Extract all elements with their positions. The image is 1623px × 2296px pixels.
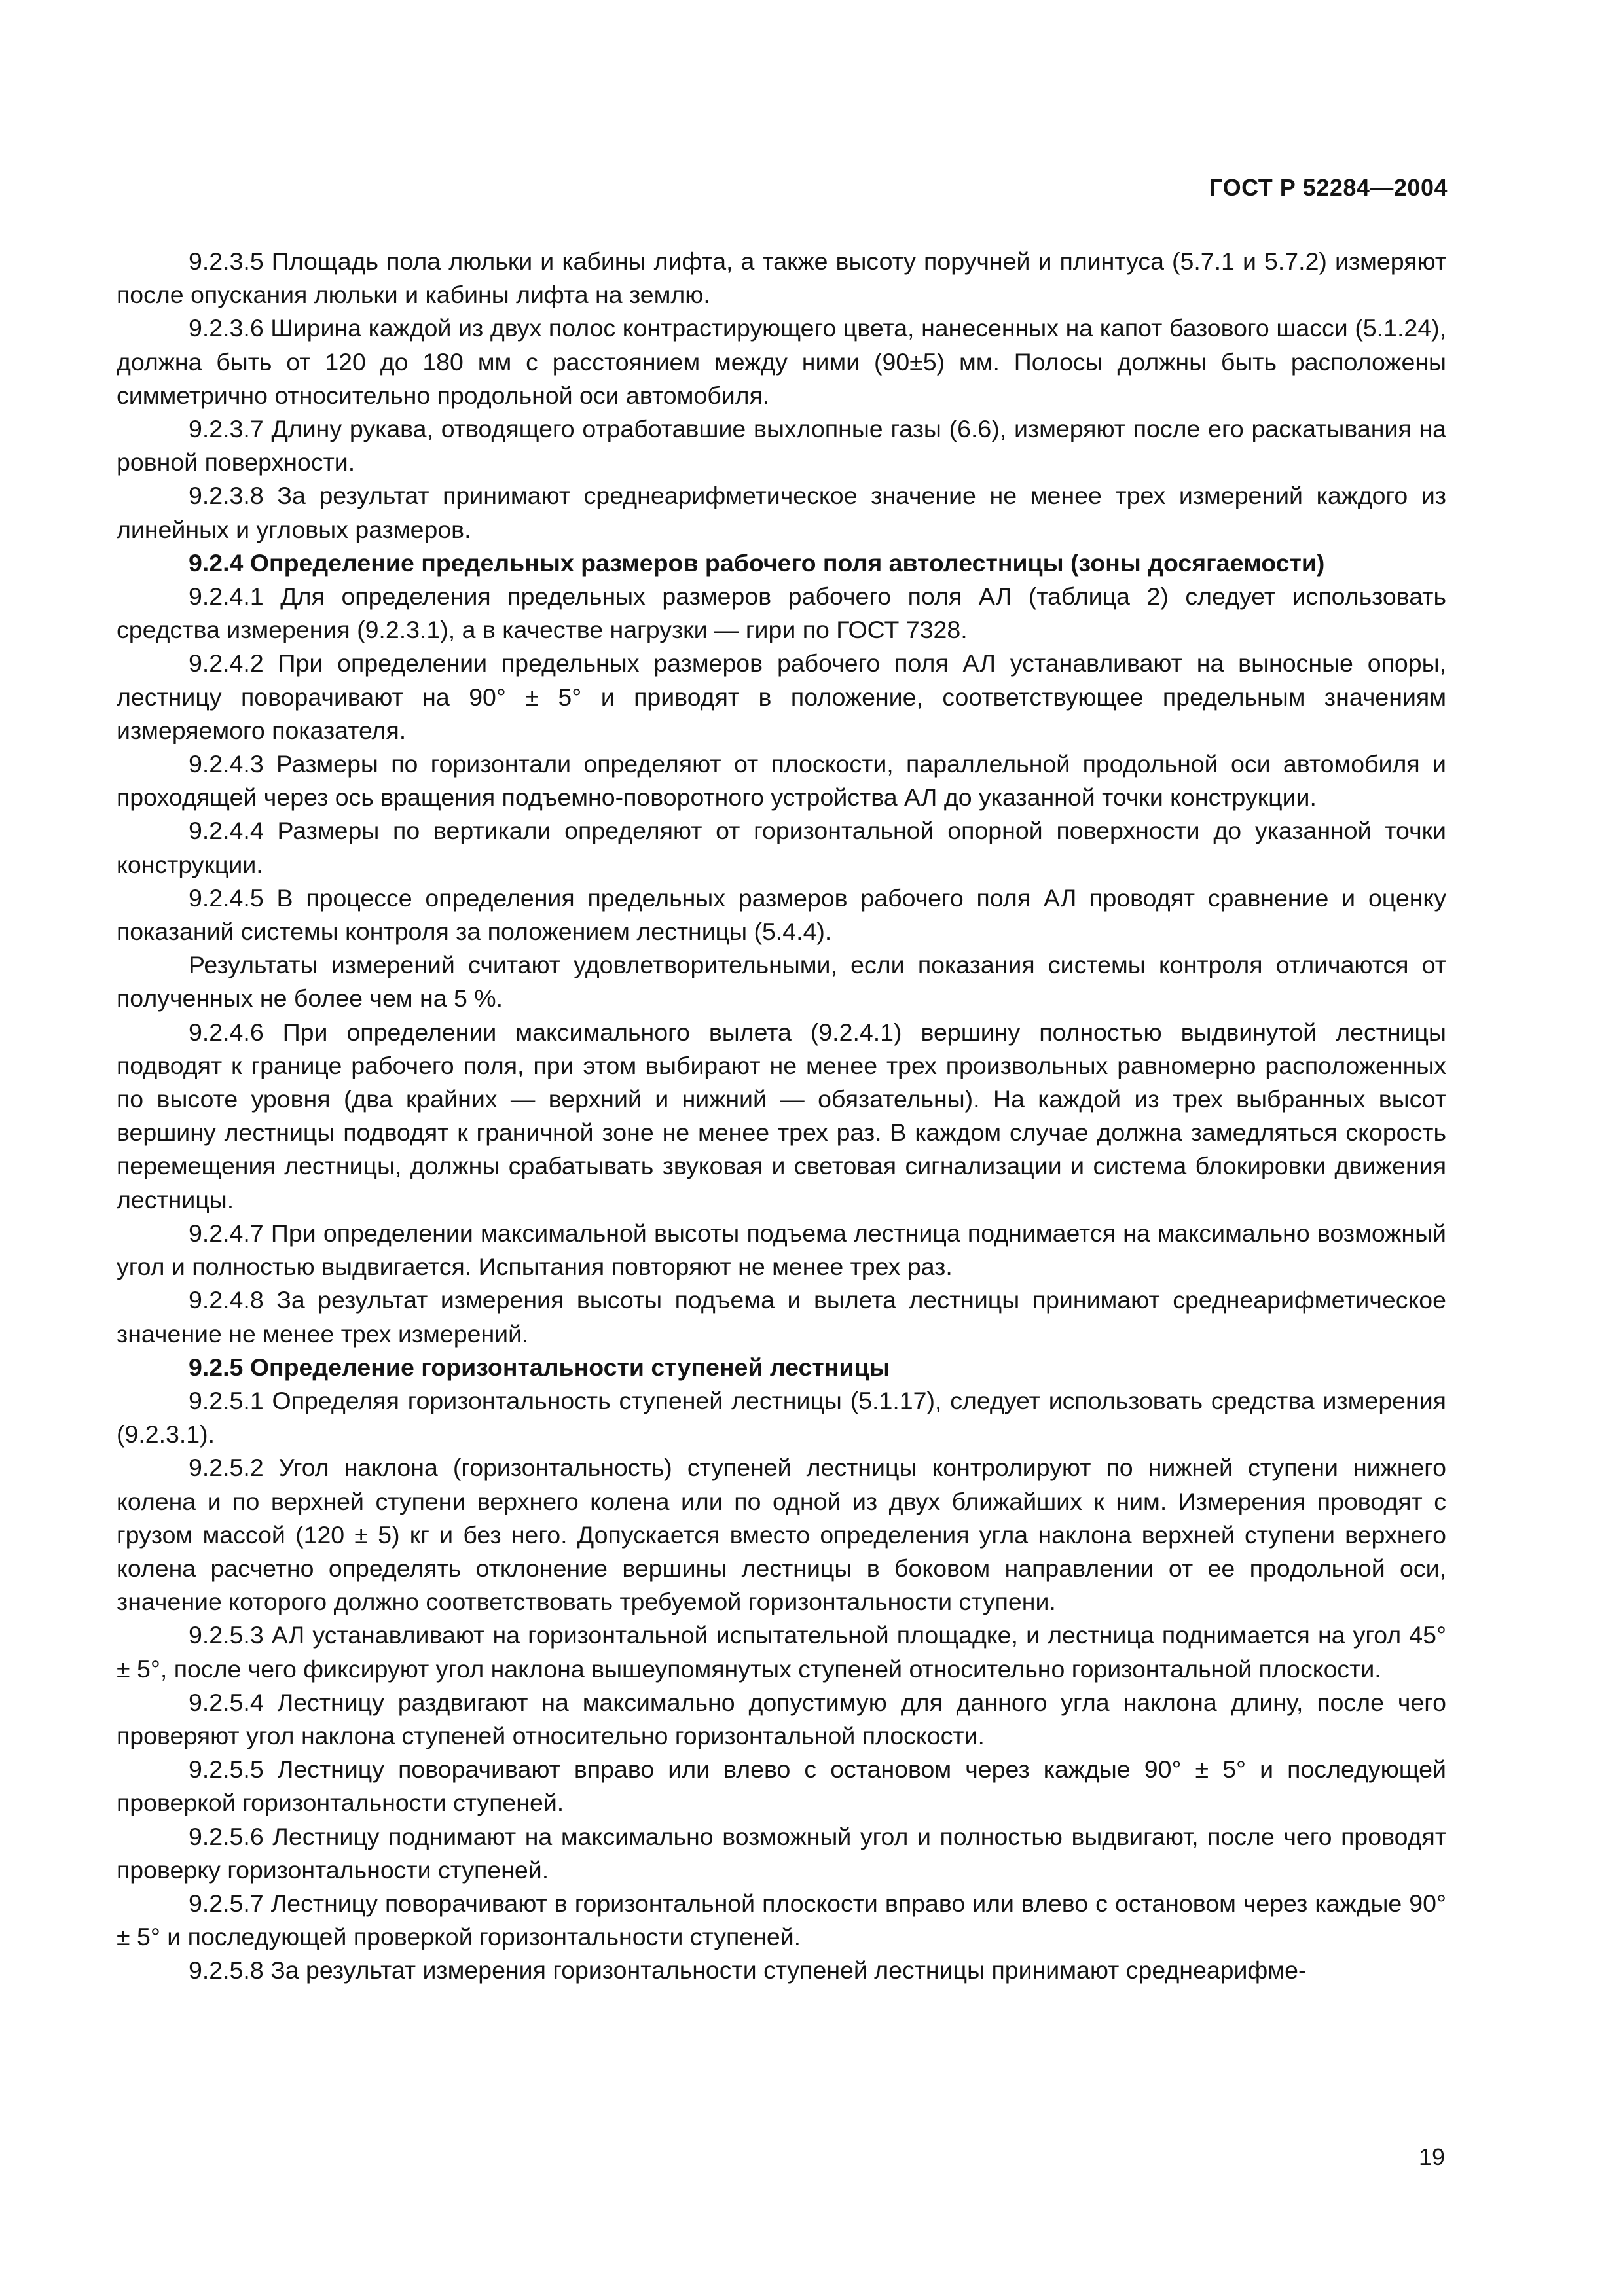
paragraph-9-2-5-4: 9.2.5.4 Лестницу раздвигают на максимально допустимую для данного угла наклона длину, после чего проверяют угол наклона ступеней относительно горизонтальной плоскости.	[117, 1688, 1446, 1749]
paragraph-9-2-4-3: 9.2.4.3 Размеры по горизонтали определяют от плоскости, параллельной продольной оси автомобиля и проходящей через ось вращения подъемно-поворотного устройства АЛ до указанной точки конструкции.	[117, 750, 1446, 812]
paragraph-results: Результаты измерений считают удовлетворительными, если показания системы контроля отличаются от полученных не более чем на 5 %.	[117, 951, 1446, 1013]
paragraph-9-2-5-6: 9.2.5.6 Лестницу поднимают на максимально возможный угол и полностью выдвигают, после чего проводят проверку горизонтальности ступеней.	[117, 1822, 1446, 1884]
paragraph-9-2-4-5: 9.2.4.5 В процессе определения предельных размеров рабочего поля АЛ проводят сравнение и оценку показаний системы контроля за положением лестницы (5.4.4).	[117, 884, 1446, 946]
paragraph-9-2-3-8: 9.2.3.8 За результат принимают среднеарифметическое значение не менее трех измерений каждого из линейных и угловых размеров.	[117, 482, 1446, 543]
paragraph-9-2-3-6: 9.2.3.6 Ширина каждой из двух полос контрастирующего цвета, нанесенных на капот базового шасси (5.1.24), должна быть от 120 до 180 мм с расстоянием между ними (90±5) мм. Полосы должны быть расположены симметрично относительно продольной оси автомобиля.	[117, 314, 1446, 409]
paragraph-9-2-5-3: 9.2.5.3 АЛ устанавливают на горизонтальной испытательной площадке, и лестница поднимается на угол 45° ± 5°, после чего фиксируют угол наклона вышеупомянутых ступеней относительно горизонтальной плоскости.	[117, 1621, 1446, 1683]
paragraph-9-2-4-4: 9.2.4.4 Размеры по вертикали определяют от горизонтальной опорной поверхности до указанной точки конструкции.	[117, 817, 1446, 878]
paragraph-9-2-5-5: 9.2.5.5 Лестницу поворачивают вправо или влево с остановом через каждые 90° ± 5° и последующей проверкой горизонтальности ступеней.	[117, 1755, 1446, 1817]
paragraph-9-2-4-8: 9.2.4.8 За результат измерения высоты подъема и вылета лестницы принимают среднеарифметическое значение не менее трех измерений.	[117, 1286, 1446, 1348]
section-heading-9-2-4: 9.2.4 Определение предельных размеров рабочего поля автолестницы (зоны досягаемости)	[189, 548, 1325, 577]
paragraph-9-2-3-7: 9.2.3.7 Длину рукава, отводящего отработавшие выхлопные газы (6.6), измеряют после его раскатывания на ровной поверхности.	[117, 415, 1446, 476]
paragraph-9-2-5-2: 9.2.5.2 Угол наклона (горизонтальность) ступеней лестницы контролируют по нижней ступени нижнего колена и по верхней ступени верхнего колена или по одной из двух ближайших к ним. Измерения проводят с грузом массой (120 ± 5) кг и без него. Допускается вместо определения угла наклона верхней ступени верхнего колена расчетно определять отклонение вершины лестницы в боковом направлении от ее продольной оси, значение которого должно соответствовать требуемой горизонтальности ступени.	[117, 1454, 1446, 1616]
paragraph-9-2-4-6: 9.2.4.6 При определении максимального вылета (9.2.4.1) вершину полностью выдвинутой лестницы подводят к границе рабочего поля, при этом выбирают не менее трех произвольных равномерно расположенных по высоте уровня (два крайних — верхний и нижний — обязательны). На каждой из трех выбранных высот вершину лестницы подводят к граничной зоне не менее трех раз. В каждом случае должна замедляться скорость перемещения лестницы, должны срабатывать звуковая и световая сигнализации и система блокировки движения лестницы.	[117, 1018, 1446, 1213]
paragraph-9-2-4-7: 9.2.4.7 При определении максимальной высоты подъема лестница поднимается на максимально возможный угол и полностью выдвигается. Испытания повторяют не менее трех раз.	[117, 1219, 1446, 1281]
paragraph-9-2-5-1: 9.2.5.1 Определяя горизонтальность ступеней лестницы (5.1.17), следует использовать средства измерения (9.2.3.1).	[117, 1386, 1446, 1448]
standard-header: ГОСТ Р 52284—2004	[1209, 174, 1448, 201]
document-body	[117, 245, 1446, 1988]
paragraph-9-2-5-8: 9.2.5.8 За результат измерения горизонтальности ступеней лестницы принимают среднеарифме-	[189, 1956, 1307, 1984]
section-heading-9-2-5: 9.2.5 Определение горизонтальности ступеней лестницы	[189, 1353, 890, 1381]
paragraph-9-2-4-2: 9.2.4.2 При определении предельных размеров рабочего поля АЛ устанавливают на выносные опоры, лестницу поворачивают на 90° ± 5° и приводят в положение, соответствующее предельным значениям измеряемого показателя.	[117, 649, 1446, 744]
paragraph-9-2-5-7: 9.2.5.7 Лестницу поворачивают в горизонтальной плоскости вправо или влево с остановом через каждые 90°± 5° и последующей проверкой горизонтальности ступеней.	[117, 1889, 1446, 1951]
paragraph-9-2-4-1: 9.2.4.1 Для определения предельных размеров рабочего поля АЛ (таблица 2) следует использовать средства измерения (9.2.3.1), а в качестве нагрузки — гири по ГОСТ 7328.	[117, 583, 1446, 644]
page-number: 19	[1418, 2144, 1445, 2170]
paragraph-9-2-3-5: 9.2.3.5 Площадь пола люльки и кабины лифта, а также высоту поручней и плинтуса (5.7.1 и 5.7.2) измеряют после опускания люльки и кабины лифта на землю.	[117, 247, 1446, 309]
